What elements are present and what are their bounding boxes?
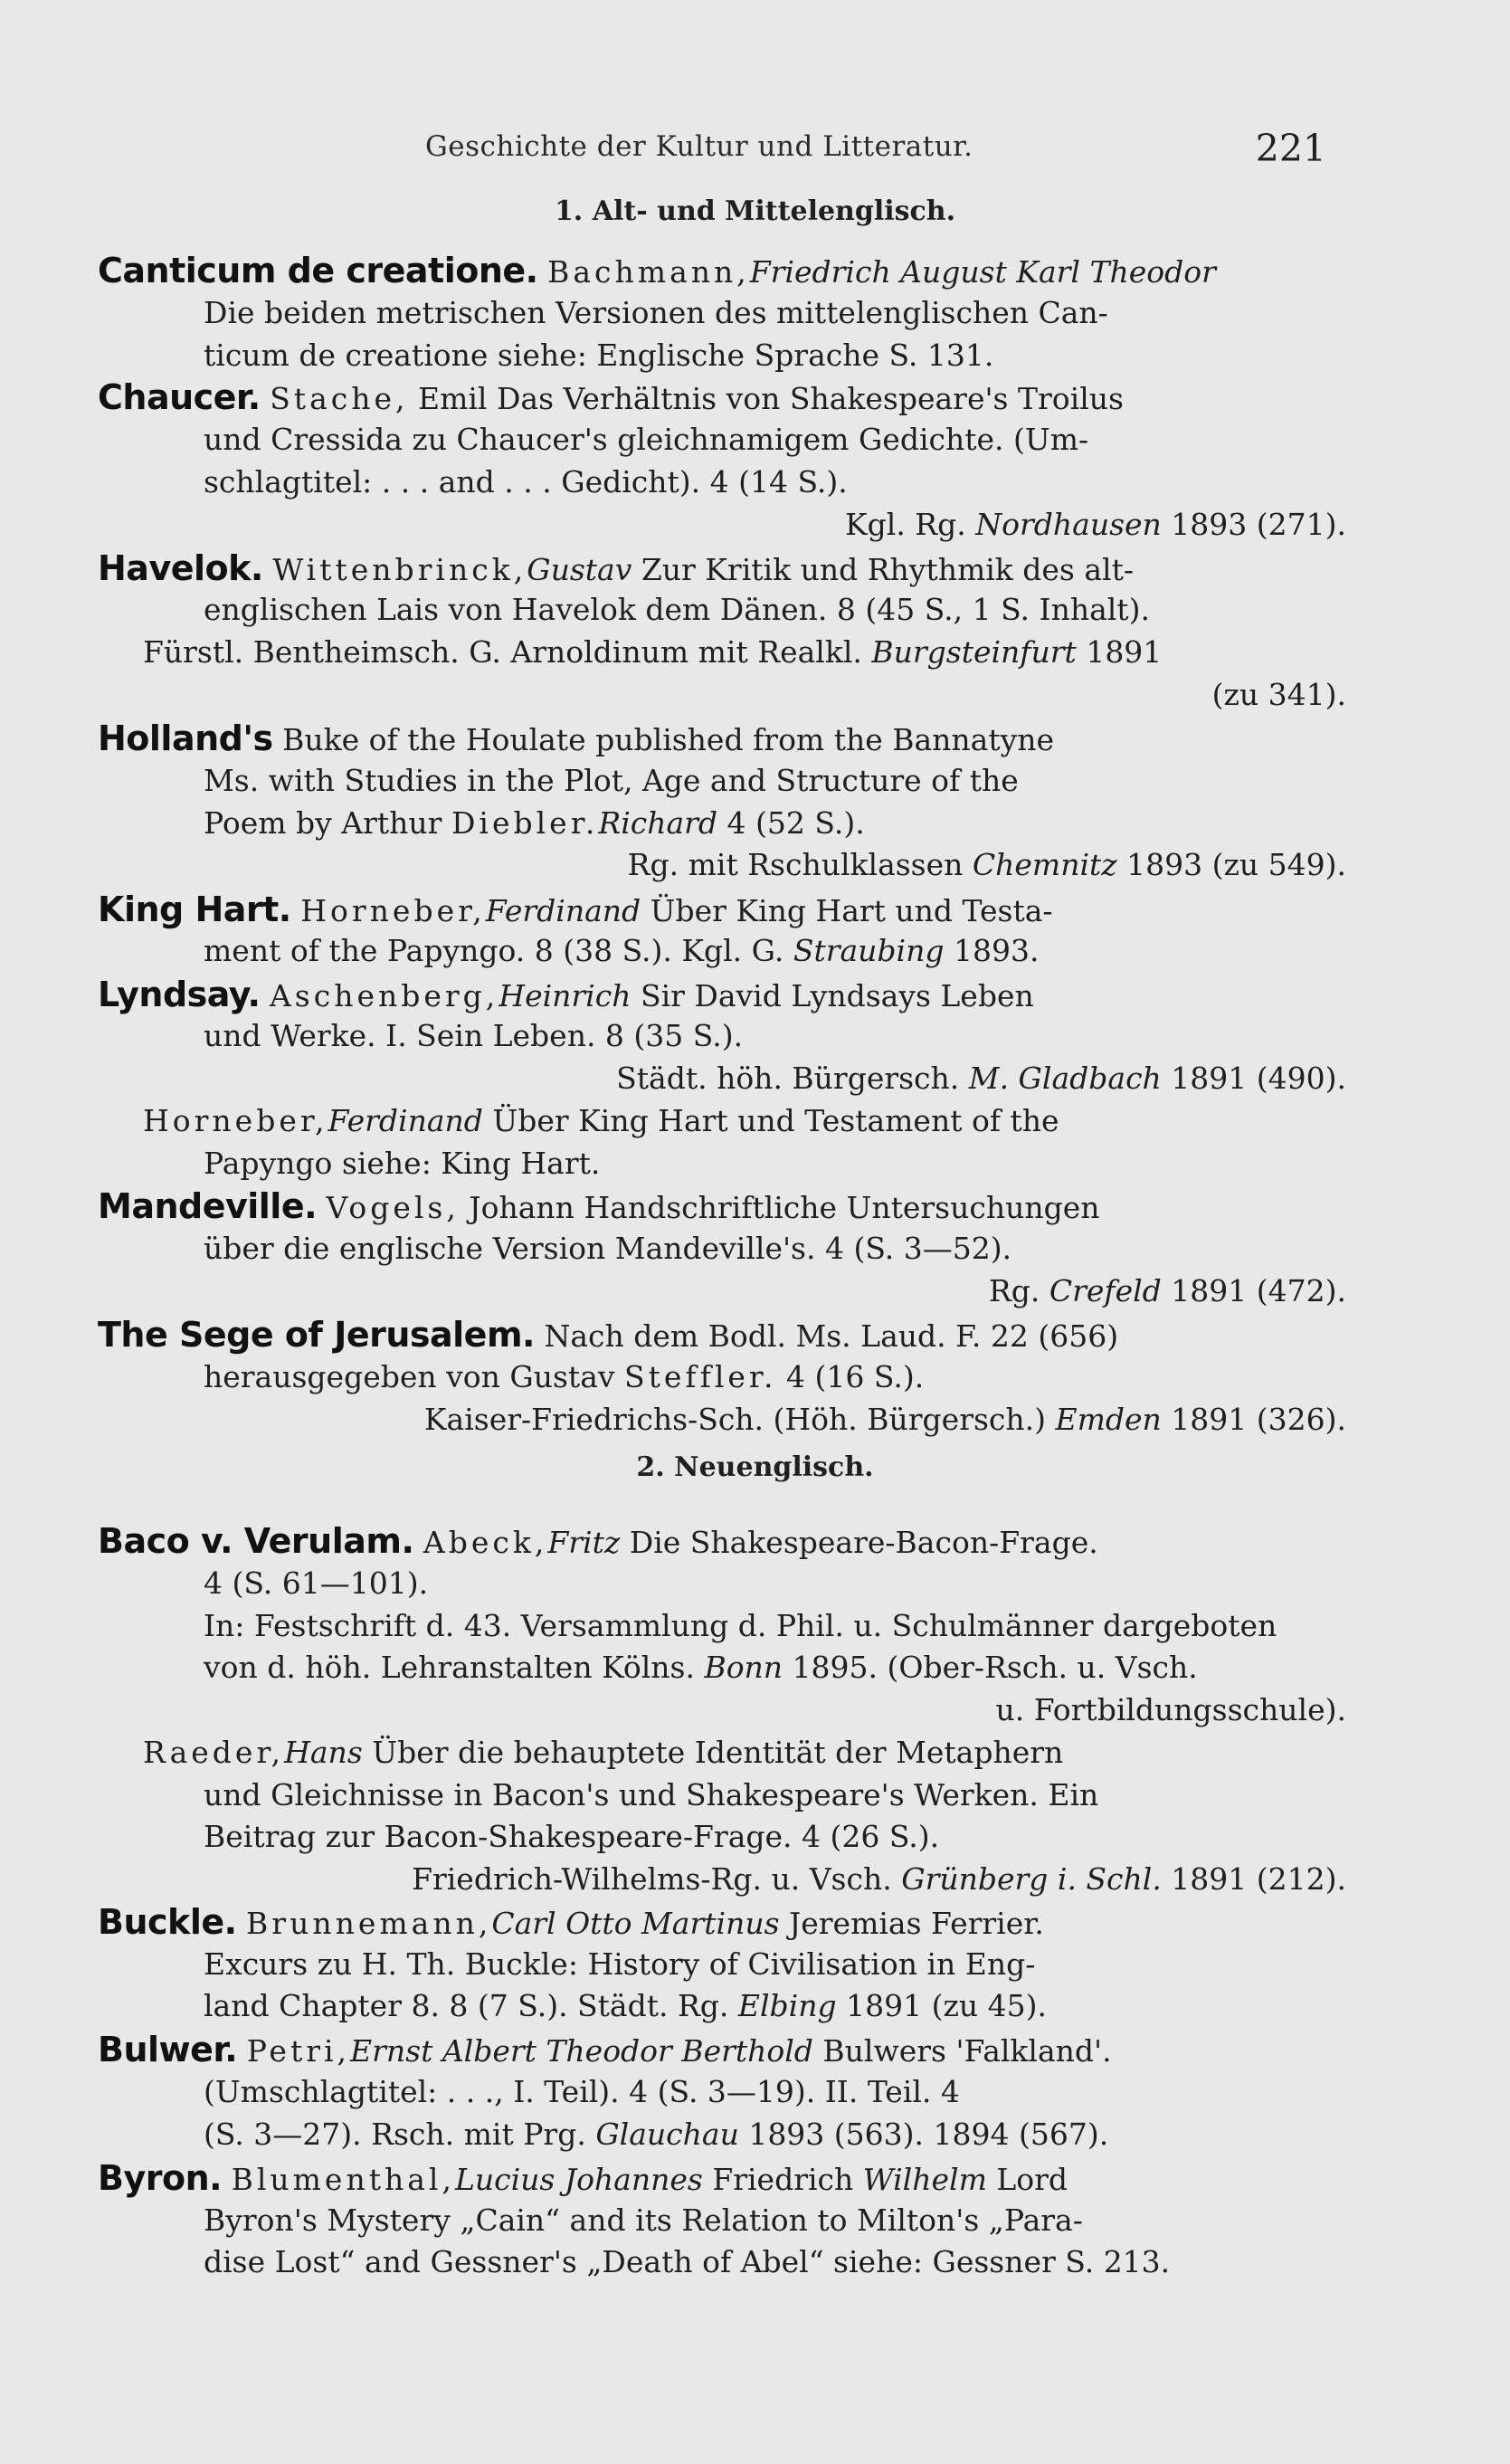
line-text: Friedrich <box>702 2162 863 2197</box>
line-text: Über die behauptete Identität der Metaphern <box>362 1735 1064 1770</box>
italic-text: Bonn <box>704 1650 783 1685</box>
line-text: Johann Handschriftliche Untersuchungen <box>459 1190 1100 1225</box>
text-line <box>98 2157 1068 2201</box>
line-text: 1891 (212). <box>1161 1861 1346 1897</box>
line-text: englischen Lais von Havelok dem Dänen. 8 (45 S., 1 S. Inhalt). <box>204 592 1150 627</box>
line-text: Jeremias Ferrier. <box>779 1906 1044 1941</box>
line-text: In: Festschrift d. 43. Versammlung d. Phil. u. Schulmänner dargeboten <box>204 1608 1277 1643</box>
text-line <box>204 1356 924 1398</box>
line-text: ment of the Papyngo. 8 (38 S.). Kgl. G. <box>204 933 793 968</box>
entry-heading: The Sege of Jerusalem. <box>98 1315 535 1355</box>
line-text: Städt. höh. Bürgersch. <box>616 1061 969 1096</box>
italic-text: Hans <box>284 1735 363 1770</box>
line-text: Buke of the Houlate published from the Bannatyne <box>272 722 1055 757</box>
author-name: Blumenthal, <box>231 2162 455 2197</box>
text-line <box>98 974 1034 1017</box>
line-text: 4 (16 S.). <box>776 1359 925 1394</box>
italic-text: Gustav <box>527 552 632 587</box>
line-text: 1891 (472). <box>1161 1273 1346 1308</box>
italic-text: Crefeld <box>1049 1273 1162 1308</box>
author-name: Aschenberg, <box>269 978 499 1013</box>
text-line <box>204 419 1088 461</box>
line-text: 1895. (Ober-Rsch. u. Vsch. <box>783 1650 1198 1685</box>
line-text: Poem by Arthur <box>204 805 451 841</box>
line-text: Friedrich-Wilhelms-Rg. u. Vsch. <box>412 1861 902 1897</box>
text-line <box>98 1901 1044 1945</box>
italic-text: Heinrich <box>499 978 632 1013</box>
text-line <box>204 1563 428 1604</box>
text-line <box>995 1689 1346 1731</box>
text-line <box>204 1816 939 1858</box>
text-line <box>424 1399 1346 1441</box>
line-text: und Werke. I. Sein Leben. 8 (35 S.). <box>204 1018 744 1053</box>
text-line <box>204 1605 1277 1647</box>
italic-text: Lucius Johannes <box>454 2162 703 2197</box>
text-line <box>204 760 1019 802</box>
line-text: (zu 341). <box>1211 677 1346 712</box>
line-text: und Gleichnisse in Bacon's und Shakespeare's Werken. Ein <box>204 1777 1099 1812</box>
text-line <box>143 1100 1059 1142</box>
line-text: Die Shakespeare-Bacon-Frage. <box>620 1525 1098 1560</box>
text-line <box>204 292 1108 334</box>
text-line <box>98 2029 1112 2072</box>
entry-heading: Bulwer. <box>98 2030 238 2069</box>
italic-text: Elbing <box>737 1988 837 2023</box>
text-line <box>98 547 1134 591</box>
text-line <box>204 1647 1198 1689</box>
entry-heading: Mandeville. <box>98 1186 318 1226</box>
text-line <box>412 1859 1346 1900</box>
line-text <box>413 1525 423 1560</box>
italic-text: Carl Otto Martinus <box>491 1906 780 1941</box>
italic-text: Wilhelm <box>862 2162 987 2197</box>
section-heading: 2. Neuenglisch. <box>636 1451 874 1483</box>
line-text: Zur Kritik und Rhythmik des alt- <box>632 552 1134 587</box>
text-line <box>98 1185 1100 1229</box>
text-line <box>98 1520 1098 1564</box>
line-text: 4 (S. 61—101). <box>204 1565 429 1601</box>
line-text <box>237 2033 247 2069</box>
running-title: Geschichte der Kultur und Litteratur. <box>425 130 973 163</box>
line-text: Sir David Lyndsays Leben <box>631 978 1034 1013</box>
entry-heading: Buckle. <box>98 1902 237 1942</box>
author-name: Horneber, <box>300 893 486 928</box>
italic-text: Friedrich August Karl Theodor <box>749 254 1216 290</box>
text-line <box>989 1270 1346 1312</box>
line-text: land Chapter 8. 8 (7 S.). Städt. Rg. <box>204 1988 738 2023</box>
line-text: herausgegeben von Gustav <box>204 1359 624 1394</box>
text-line <box>143 1732 1063 1774</box>
entry-heading: Havelok. <box>98 548 263 588</box>
text-line <box>1212 674 1346 716</box>
text-line <box>204 803 865 844</box>
text-line <box>98 376 1124 420</box>
text-line <box>628 844 1346 886</box>
italic-text: Glauchau <box>595 2117 739 2152</box>
line-text <box>263 552 273 587</box>
author-name: Abeck, <box>423 1525 548 1560</box>
author-name: Petri, <box>246 2033 351 2069</box>
line-text: über die englische Version Mandeville's. 4 (S. 3—52). <box>204 1231 1012 1266</box>
line-text <box>237 1906 247 1941</box>
italic-text: Ferdinand <box>328 1103 483 1138</box>
line-text: Ms. with Studies in the Plot, Age and Structure of the <box>204 763 1019 798</box>
italic-text: M. Gladbach <box>968 1061 1162 1096</box>
italic-text: Ernst Albert Theodor Berthold <box>350 2033 813 2069</box>
line-text: 1891 (zu 45). <box>836 1988 1047 2023</box>
line-text: Beitrag zur Bacon-Shakespeare-Frage. 4 (26 S.). <box>204 1819 940 1854</box>
line-text <box>538 254 548 290</box>
italic-text: Richard <box>598 805 718 841</box>
line-text <box>222 2162 232 2197</box>
text-line <box>204 2071 960 2113</box>
text-line <box>98 1314 1118 1357</box>
text-line <box>204 2114 1108 2155</box>
line-text: u. Fortbildungsschule). <box>995 1692 1346 1727</box>
line-text: Nach dem Bodl. Ms. Laud. F. 22 (656) <box>534 1318 1119 1354</box>
line-text: Rg. mit Rschulklassen <box>627 847 973 882</box>
author-name: Vogels, <box>326 1190 460 1225</box>
author-name: Raeder, <box>143 1735 285 1770</box>
line-text: Lord <box>986 2162 1068 2197</box>
line-text: 1891 (326). <box>1161 1402 1346 1437</box>
text-line <box>204 461 848 503</box>
text-line <box>204 2200 1083 2241</box>
entry-heading: Baco v. Verulam. <box>98 1521 414 1561</box>
entry-heading: Canticum de creatione. <box>98 251 538 290</box>
line-text: Die beiden metrischen Versionen des mittelenglischen Can- <box>204 295 1108 330</box>
text-line <box>845 504 1346 546</box>
line-text: Über King Hart und Testament of the <box>482 1103 1059 1138</box>
italic-text: Nordhausen <box>975 507 1162 542</box>
line-text: Fürstl. Bentheimsch. G. Arnoldinum mit Realkl. <box>143 634 872 670</box>
author-name: Steffler. <box>624 1359 777 1394</box>
section-heading: 1. Alt- und Mittelenglisch. <box>554 195 956 227</box>
line-text: 4 (52 S.). <box>717 805 865 841</box>
text-line <box>204 589 1150 631</box>
line-text: 1893 (271). <box>1161 507 1346 542</box>
entry-heading: King Hart. <box>98 890 291 929</box>
line-text: Kgl. Rg. <box>845 507 976 542</box>
line-text: schlagtitel: . . . and . . . Gedicht). 4 (14 S.). <box>204 464 848 499</box>
line-text: Rg. <box>988 1273 1049 1308</box>
italic-text: Grünberg i. Schl. <box>901 1861 1162 1897</box>
author-name: Horneber, <box>143 1103 328 1138</box>
line-text: Excurs zu H. Th. Buckle: History of Civilisation in Eng- <box>204 1946 1036 1982</box>
line-text: 1893 (zu 549). <box>1116 847 1346 882</box>
line-text <box>291 893 301 928</box>
line-text: (S. 3—27). Rsch. mit Prg. <box>204 2117 596 2152</box>
text-line <box>204 1143 600 1184</box>
entry-heading: Chaucer. <box>98 377 261 417</box>
text-line <box>204 930 1039 972</box>
text-line <box>98 718 1054 761</box>
line-text: (Umschlagtitel: . . ., I. Teil). 4 (S. 3—19). II. Teil. 4 <box>204 2074 960 2109</box>
line-text: 1891 <box>1076 634 1163 670</box>
italic-text: Straubing <box>793 933 945 968</box>
line-text: Kaiser-Friedrichs-Sch. (Höh. Bürgersch.) <box>423 1402 1056 1437</box>
line-text <box>260 978 270 1013</box>
text-line <box>204 2241 1170 2283</box>
line-text: ticum de creatione siehe: Englische Sprache S. 131. <box>204 338 994 373</box>
text-line <box>204 1774 1098 1816</box>
entry-heading: Byron. <box>98 2158 223 2198</box>
entry-heading: Lyndsay. <box>98 975 261 1014</box>
text-line <box>204 1015 743 1057</box>
italic-text: Ferdinand <box>485 893 641 928</box>
line-text: Über King Hart und Testa- <box>641 893 1053 928</box>
text-line <box>98 250 1216 293</box>
italic-text: Emden <box>1055 1402 1162 1437</box>
italic-text: Chemnitz <box>972 847 1117 882</box>
line-text: und Cressida zu Chaucer's gleichnamigem Gedichte. (Um- <box>204 422 1089 457</box>
page-number: 221 <box>1255 127 1326 170</box>
italic-text: Fritz <box>547 1525 621 1560</box>
line-text <box>261 381 271 416</box>
text-line <box>204 1985 1047 2027</box>
text-line <box>204 1228 1011 1270</box>
text-line <box>616 1058 1346 1099</box>
text-line <box>143 632 1162 673</box>
line-text: Bulwers 'Falkland'. <box>812 2033 1112 2069</box>
line-text: 1891 (490). <box>1161 1061 1346 1096</box>
line-text: Papyngo siehe: King Hart. <box>204 1146 601 1181</box>
italic-text: Burgsteinfurt <box>871 634 1077 670</box>
text-line <box>98 889 1053 932</box>
author-name: Stache, <box>270 381 409 416</box>
page-header <box>425 127 1330 181</box>
author-name: Diebler. <box>451 805 599 841</box>
author-name: Brunnemann, <box>246 1906 492 1941</box>
text-line <box>204 335 993 376</box>
line-text: Byron's Mystery „Cain“ and its Relation to Milton's „Para- <box>204 2202 1083 2238</box>
line-text: von d. höh. Lehranstalten Kölns. <box>204 1650 705 1685</box>
line-text <box>317 1190 327 1225</box>
text-line <box>204 1944 1035 1985</box>
entry-heading: Holland's <box>98 718 273 758</box>
line-text: 1893 (563). 1894 (567). <box>738 2117 1109 2152</box>
line-text: dise Lost“ and Gessner's „Death of Abel“ siehe: Gessner S. 213. <box>204 2244 1171 2279</box>
author-name: Wittenbrinck, <box>272 552 527 587</box>
author-name: Bachmann, <box>547 254 750 290</box>
line-text: Emil Das Verhältnis von Shakespeare's Troilus <box>408 381 1124 416</box>
line-text: 1893. <box>944 933 1040 968</box>
